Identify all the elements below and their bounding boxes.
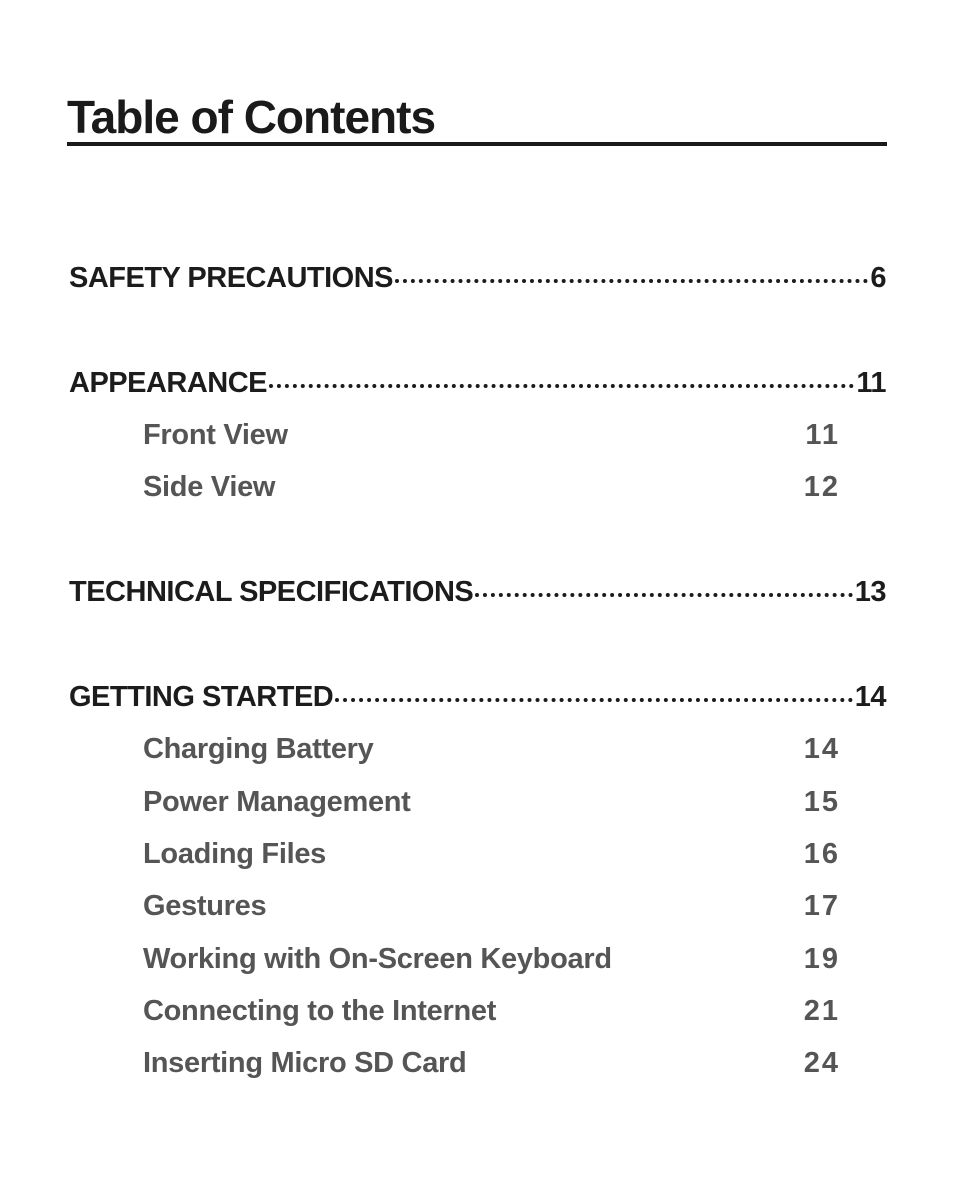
toc-subentry-page: 19 bbox=[803, 943, 840, 975]
toc-subentry-on-screen-keyboard[interactable] bbox=[143, 943, 840, 983]
toc-subentry-page: 12 bbox=[803, 471, 840, 503]
toc-subentry-title: Gestures bbox=[143, 890, 267, 922]
toc-subentry-power-management[interactable] bbox=[143, 786, 840, 826]
toc-subentry-loading-files[interactable] bbox=[143, 838, 840, 878]
toc-subentry-title: Loading Files bbox=[143, 838, 327, 870]
dot-leader bbox=[475, 593, 853, 597]
toc-subentry-page: 21 bbox=[803, 995, 840, 1027]
toc-subentry-gestures[interactable] bbox=[143, 890, 840, 930]
toc-entry-page: 14 bbox=[854, 681, 886, 713]
toc-entry-title: APPEARANCE bbox=[69, 367, 268, 399]
toc-subentry-title: Power Management bbox=[143, 786, 411, 818]
toc-subentry-title: Connecting to the Internet bbox=[143, 995, 497, 1027]
toc-entry-page: 13 bbox=[854, 576, 886, 608]
toc-subentry-page: 15 bbox=[803, 786, 840, 818]
toc-entry-page: 11 bbox=[856, 367, 886, 399]
toc-subentry-charging-battery[interactable] bbox=[143, 733, 840, 773]
toc-subentry-front-view[interactable] bbox=[143, 419, 840, 459]
toc-subentry-title: Inserting Micro SD Card bbox=[143, 1047, 467, 1079]
toc-entry-title: SAFETY PRECAUTIONS bbox=[69, 262, 394, 294]
toc-subentry-side-view[interactable] bbox=[143, 471, 840, 511]
toc-subentry-title: Front View bbox=[143, 419, 288, 451]
toc-subentry-title: Side View bbox=[143, 471, 276, 503]
toc-entry-technical-specifications[interactable] bbox=[69, 576, 886, 616]
toc-subentry-page: 11 bbox=[805, 419, 840, 451]
toc-subentry-title: Charging Battery bbox=[143, 733, 374, 765]
toc-entry-getting-started[interactable] bbox=[69, 681, 886, 721]
toc-entry-appearance[interactable] bbox=[69, 367, 886, 407]
toc-entry-page: 6 bbox=[870, 262, 886, 294]
page-title: Table of Contents bbox=[67, 88, 887, 146]
toc-subentry-page: 24 bbox=[803, 1047, 840, 1079]
toc-subentry-connecting-internet[interactable] bbox=[143, 995, 840, 1035]
toc-entry-title: GETTING STARTED bbox=[69, 681, 334, 713]
toc-entry-safety-precautions[interactable] bbox=[69, 262, 886, 302]
dot-leader bbox=[335, 698, 853, 702]
dot-leader bbox=[269, 384, 854, 388]
toc-subentry-title: Working with On-Screen Keyboard bbox=[143, 943, 612, 975]
toc-subentry-page: 16 bbox=[803, 838, 840, 870]
toc-entry-title: TECHNICAL SPECIFICATIONS bbox=[69, 576, 474, 608]
toc-subentry-page: 14 bbox=[803, 733, 840, 765]
toc-subentry-page: 17 bbox=[803, 890, 840, 922]
toc-subentry-micro-sd-card[interactable] bbox=[143, 1047, 840, 1087]
dot-leader bbox=[395, 279, 868, 283]
